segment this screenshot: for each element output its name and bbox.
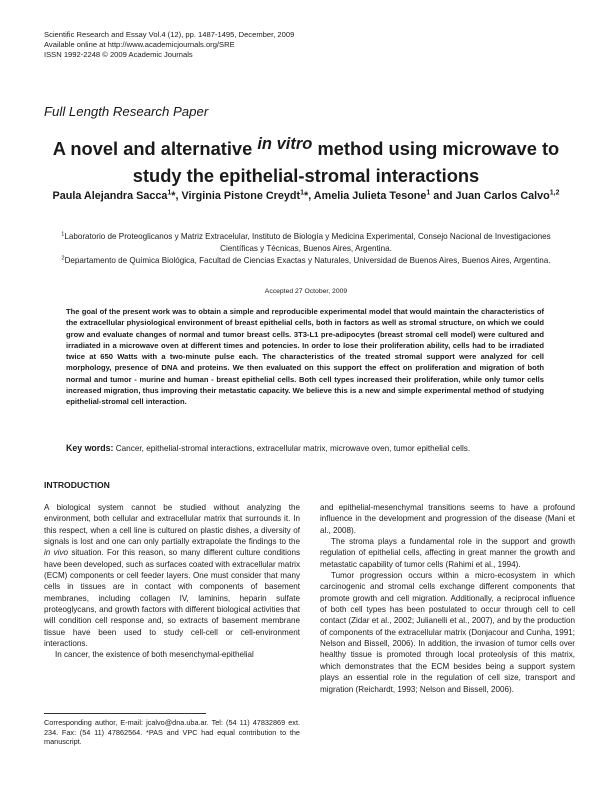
author-separator: , xyxy=(308,190,314,202)
paragraph: and epithelial-mesenchymal transitions seems to have a profound influence in the development and progression of the disease (Mani et al., 2008). xyxy=(320,503,575,535)
author-affiliation-marker: 1 xyxy=(167,189,172,197)
keywords-text: Cancer, epithelial-stromal interactions, extracellular matrix, microwave oven, tumor epithelial cells. xyxy=(115,444,471,453)
affiliation-marker: 1 xyxy=(61,231,65,238)
author-separator: , xyxy=(175,190,182,202)
affiliation-item xyxy=(44,255,568,267)
affiliation-item xyxy=(44,231,568,255)
paper-type: Full Length Research Paper xyxy=(44,104,209,119)
journal-issn: ISSN 1992-2248 © 2009 Academic Journals xyxy=(44,50,193,60)
author-corresponding-mark: * xyxy=(171,190,176,202)
keywords xyxy=(66,443,556,454)
author-list xyxy=(46,189,566,203)
paragraph xyxy=(44,502,300,649)
author-corresponding-mark: * xyxy=(303,190,309,202)
corresponding-author-footnote: Corresponding author, E-mail: jcalvo@dna.uba.ar. Tel: (54 11) 47832869 ext. 234. Fax: (54 11) 47862564. *PAS and VPC had equal contribution to the manuscript. xyxy=(44,718,300,747)
title-italic: in vitro xyxy=(257,135,313,153)
author-affiliation-marker: 1,2 xyxy=(549,189,560,197)
paragraph: The stroma plays a fundamental role in the support and growth regulation of epithelial cells, affecting in great manner the growth and metastatic capability of tumor cells (Rahimi et al., 1994). xyxy=(320,537,575,569)
paragraph-text: A biological system cannot be studied without analyzing the environment, both cellular and extracellular matrix that surrounds it. In this respect, when a cell line is cultured on plastic dishes, a diversity of signals is lost and one can only partially extrapolate the findings to the xyxy=(44,503,300,547)
author-name: Virginia Pistone Creydt xyxy=(181,190,301,202)
journal-header xyxy=(44,30,294,61)
author-separator: and xyxy=(430,190,456,202)
journal-citation: Scientific Research and Essay Vol.4 (12), pp. 1487-1495, December, 2009 xyxy=(44,30,295,39)
affiliation-text: Laboratorio de Proteoglicanos y Matriz Extracelular, Instituto de Biología y Medicina Experimental, Consejo Nacional de Investigaciones Científicas y Técnicas, Buenos Aires, Argentina. xyxy=(64,232,551,253)
abstract: The goal of the present work was to obtain a simple and reproducible experimental model that would maintain the characteristics of the extracellular physiological environment of breast epithelial cells, both in factors as well as stromal structure, on which we could grow and evaluate changes of normal and tumor breast cells. 3T3-L1 pre-adipocytes (breast stromal cell model) were cultured and irradiated in a microwave oven at different times and potencies. In order to lose their proliferation ability, cells had to be irradiated twice at 650 Watts with a two-minute pulse each. The characteristics of the treated stromal support were analyzed for cell morphology, presence of DNA and proteins. We then evaluated on this support the effect on proliferation and migration of both normal and tumor - murine and human - breast epithelial cells. Both cell types increased their proliferation, while only tumor cells increased migration, thus improving their metastatic capacity. We believe this is a new and simple experimental method of studying epithelial-stromal cell interaction. xyxy=(66,307,544,407)
paper-title xyxy=(40,136,572,188)
paragraph: In cancer, the existence of both mesenchymal-epithelial xyxy=(55,650,254,660)
affiliations xyxy=(44,231,568,267)
author-affiliation-marker: 1 xyxy=(300,189,304,197)
paragraph: Tumor progression occurs within a micro-ecosystem in which carcinogenic and stromal cells exchange different components that promote growth and cell migration. Additionally, a reciprocal influence of both cell types has been postulated to occur through cell to cell contact (Zidar et al., 2002; Julianelli et al., 2007), and by the production of components of the extracellular matrix (Donjacour and Cunha, 1991; Nelson and Bissell, 2006). In addition, the invasion of tumor cells over healthy tissue is promoted through local proteolysis of this matrix, which demonstrates that the ECM besides being a support system plays an essential role in the regulation of cell size, transport and migration (Reichardt, 1993; Nelson and Bissell, 2006). xyxy=(320,571,575,694)
italic-term: in vivo xyxy=(44,548,68,558)
section-heading-introduction: INTRODUCTION xyxy=(44,480,110,490)
author-name: Juan Carlos Calvo xyxy=(455,190,550,202)
keywords-label: Key words: xyxy=(66,443,114,453)
accepted-date: Accepted 27 October, 2009 xyxy=(264,288,348,295)
right-column xyxy=(320,502,575,695)
affiliation-marker: 2 xyxy=(61,255,65,262)
author-name: Paula Alejandra Sacca xyxy=(52,190,168,202)
paragraph-text: situation. For this reason, so many different culture conditions have been developed, such as surfaces coated with extracellular matrix (ECM) components or cell feeder layers. One must consider that many cells in tissues are in contact with components of basement membranes, including collagen IV, laminins, heparin sulfate proteoglycans, and growth factors with different biological activities that will condition cell response and, so extracts of basement membrane tissue have been used to study cell-cell or cell-environment interactions. xyxy=(44,548,301,649)
journal-url: Available online at http://www.academicjournals.org/SRE xyxy=(44,40,235,50)
left-column xyxy=(44,502,300,661)
footnote-divider xyxy=(44,713,206,714)
author-affiliation-marker: 1 xyxy=(426,189,431,197)
title-part-1: A novel and alternative xyxy=(52,138,253,159)
author-name: Amelia Julieta Tesone xyxy=(313,190,427,202)
affiliation-text: Departamento de Química Biológica, Facultad de Ciencias Exactas y Naturales, Universidad de Buenos Aires, Buenos Aires, Argentina. xyxy=(64,256,551,265)
title-part-2: method using microwave to study the epithelial-stromal interactions xyxy=(132,138,560,186)
